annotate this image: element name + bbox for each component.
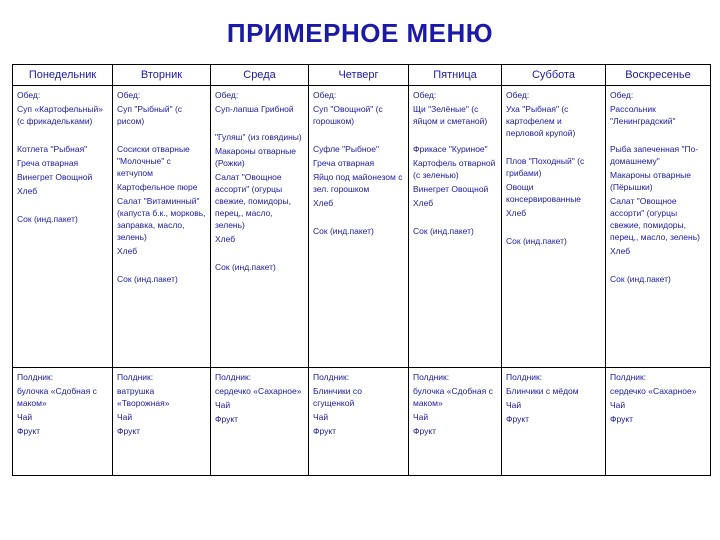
lunch-cell: [13, 86, 113, 368]
dish: Хлеб: [117, 246, 138, 256]
snack-item: Блинчики со сгущенкой: [313, 386, 362, 408]
snack-label: Полдник:: [506, 372, 543, 382]
dish: Сок (инд.пакет): [215, 262, 276, 272]
dish: Суфле "Рыбное": [313, 144, 379, 154]
dish: Греча отварная: [17, 158, 79, 168]
lunch-cell: [409, 86, 502, 368]
lunch-label: Обед:: [610, 90, 634, 100]
lunch-label: Обед:: [506, 90, 530, 100]
spacer: [313, 211, 404, 225]
dish: Хлеб: [610, 246, 631, 256]
spacer: [413, 211, 497, 225]
soup: Щи "Зелёные" (с яйцом и сметаной): [413, 104, 488, 126]
spacer: [17, 199, 108, 213]
dish: Сок (инд.пакет): [413, 226, 474, 236]
dish: Сок (инд.пакет): [610, 274, 671, 284]
dish: Картофельное пюре: [117, 182, 198, 192]
dish: Рыба запеченная "По-домашнему": [610, 144, 699, 166]
snack-label: Полдник:: [610, 372, 647, 382]
snack-item: Чай: [610, 400, 626, 410]
snack-item: Фрукт: [215, 414, 239, 424]
dish: Макароны отварные (Рожки): [215, 146, 296, 168]
lunch-cell: [211, 86, 309, 368]
spacer: [17, 129, 108, 143]
dish: Сок (инд.пакет): [17, 214, 78, 224]
snack-item: Фрукт: [17, 426, 41, 436]
snack-item: Фрукт: [610, 414, 634, 424]
snack-item: Чай: [506, 400, 522, 410]
snack-item: Блинчики с мёдом: [506, 386, 579, 396]
day-header: Воскресенье: [606, 65, 711, 86]
dish: Сок (инд.пакет): [506, 236, 567, 246]
page-title: ПРИМЕРНОЕ МЕНЮ: [226, 18, 494, 48]
soup: Суп «Картофельный» (с фрикадельками): [17, 104, 103, 126]
dish: Салат "Витаминный" (капуста б.к., морковь, заправка, масло, зелень): [117, 196, 206, 242]
snack-row: [13, 368, 711, 476]
day-header: Суббота: [502, 65, 606, 86]
lunch-label: Обед:: [117, 90, 141, 100]
snack-item: булочка «Сдобная с маком»: [413, 386, 493, 408]
dish: Сок (инд.пакет): [117, 274, 178, 284]
snack-item: Фрукт: [413, 426, 437, 436]
lunch-label: Обед:: [413, 90, 437, 100]
snack-cell: [502, 368, 606, 476]
snack-cell: [211, 368, 309, 476]
menu-table: [12, 64, 711, 476]
dish: Салат "Овощное ассорти" (огурцы свежие, помидоры, перец,, масло, зелень): [215, 172, 291, 230]
soup: Суп "Овощной" (с горошком): [313, 104, 383, 126]
lunch-cell: [309, 86, 409, 368]
spacer: [117, 259, 206, 273]
snack-item: Чай: [117, 412, 133, 422]
spacer: [506, 221, 601, 235]
dish: Хлеб: [413, 198, 434, 208]
day-header: Понедельник: [13, 65, 113, 86]
day-header: Среда: [211, 65, 309, 86]
snack-cell: [13, 368, 113, 476]
snack-item: Чай: [215, 400, 231, 410]
dish: Котлета "Рыбная": [17, 144, 88, 154]
soup: Суп "Рыбный" (с рисом): [117, 104, 183, 126]
spacer: [506, 141, 601, 155]
soup: Рассольник "Ленинградский": [610, 104, 676, 126]
spacer: [610, 129, 706, 143]
dish: Хлеб: [17, 186, 38, 196]
snack-item: Чай: [17, 412, 33, 422]
snack-item: сердечко «Сахарное»: [610, 386, 697, 396]
snack-item: Фрукт: [313, 426, 337, 436]
lunch-cell: [502, 86, 606, 368]
lunch-cell: [113, 86, 211, 368]
dish: Хлеб: [313, 198, 334, 208]
dish: Овощи консервированные: [506, 182, 582, 204]
snack-label: Полдник:: [413, 372, 450, 382]
lunch-label: Обед:: [313, 90, 337, 100]
spacer: [610, 259, 706, 273]
snack-cell: [113, 368, 211, 476]
dish: Яйцо под майонезом с зел. горошком: [313, 172, 403, 194]
dish: "Гуляш" (из говядины): [215, 132, 302, 142]
lunch-label: Обед:: [215, 90, 239, 100]
spacer: [215, 247, 304, 261]
snack-item: Фрукт: [506, 414, 530, 424]
dish: Плов "Походный" (с грибами): [506, 156, 585, 178]
dish: Хлеб: [506, 208, 527, 218]
snack-item: Фрукт: [117, 426, 141, 436]
snack-cell: [309, 368, 409, 476]
snack-label: Полдник:: [117, 372, 154, 382]
lunch-cell: [606, 86, 711, 368]
spacer: [313, 129, 404, 143]
dish: Греча отварная: [313, 158, 375, 168]
soup: Суп-лапша Грибной: [215, 104, 294, 114]
snack-item: сердечко «Сахарное»: [215, 386, 302, 396]
dish: Винегрет Овощной: [17, 172, 93, 182]
dish: Салат "Овощное ассорти" (огурцы свежие, помидоры, перец,, масло, зелень): [610, 196, 700, 242]
spacer: [117, 129, 206, 143]
snack-label: Полдник:: [215, 372, 252, 382]
day-header: Вторник: [113, 65, 211, 86]
dish: Макароны отварные (Пёрышки): [610, 170, 691, 192]
lunch-label: Обед:: [17, 90, 41, 100]
dish: Сосиски отварные "Молочные" с кетчупом: [117, 144, 190, 178]
snack-cell: [606, 368, 711, 476]
day-header: Четверг: [309, 65, 409, 86]
snack-item: Чай: [413, 412, 429, 422]
snack-item: булочка «Сдобная с маком»: [17, 386, 97, 408]
snack-label: Полдник:: [313, 372, 350, 382]
snack-cell: [409, 368, 502, 476]
dish: Картофель отварной (с зеленью): [413, 158, 496, 180]
spacer: [413, 129, 497, 143]
lunch-row: [13, 86, 711, 368]
dish: Винегрет Овощной: [413, 184, 489, 194]
soup: Уха "Рыбная" (с картофелем и перловой крупой): [506, 104, 576, 138]
snack-label: Полдник:: [17, 372, 54, 382]
header-row: [13, 65, 711, 86]
dish: Фрикасе "Куриное": [413, 144, 488, 154]
snack-item: Чай: [313, 412, 329, 422]
day-header: Пятница: [409, 65, 502, 86]
dish: Хлеб: [215, 234, 236, 244]
dish: Сок (инд.пакет): [313, 226, 374, 236]
spacer: [215, 117, 304, 131]
snack-item: ватрушка «Творожная»: [117, 386, 170, 408]
